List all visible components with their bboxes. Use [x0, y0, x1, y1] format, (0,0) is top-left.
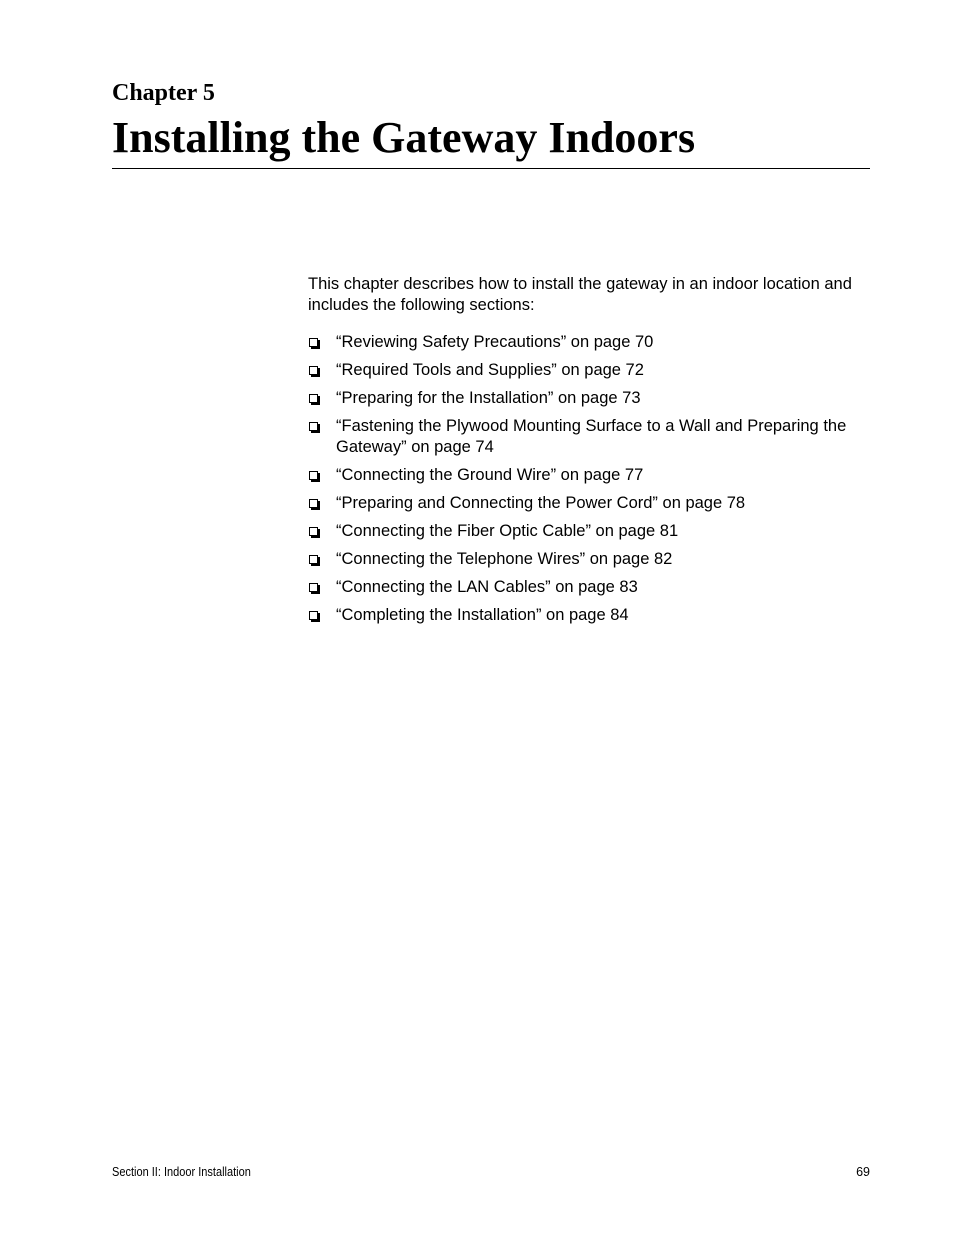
- list-item[interactable]: [308, 332, 870, 353]
- list-item[interactable]: [308, 388, 870, 409]
- list-item[interactable]: [308, 549, 870, 570]
- list-item[interactable]: [308, 416, 870, 458]
- checkbox-icon: [309, 338, 318, 347]
- checkbox-icon: [309, 366, 318, 375]
- list-item[interactable]: [308, 577, 870, 598]
- checkbox-icon: [309, 471, 318, 480]
- checkbox-icon: [309, 583, 318, 592]
- list-item[interactable]: [308, 493, 870, 514]
- checkbox-icon: [309, 499, 318, 508]
- list-item[interactable]: [308, 465, 870, 486]
- list-item-text[interactable]: “Reviewing Safety Precautions” on page 70: [336, 333, 654, 351]
- list-item-text[interactable]: “Preparing for the Installation” on page 73: [336, 389, 641, 407]
- list-item[interactable]: [308, 521, 870, 542]
- list-item-text[interactable]: “Connecting the LAN Cables” on page 83: [336, 578, 638, 596]
- page-title: Installing the Gateway Indoors: [112, 113, 696, 162]
- list-item-text[interactable]: “Connecting the Telephone Wires” on page 82: [336, 550, 673, 568]
- checkbox-icon: [309, 394, 318, 403]
- checkbox-icon: [309, 611, 318, 620]
- checkbox-icon: [309, 555, 318, 564]
- list-item[interactable]: [308, 605, 870, 626]
- checkbox-icon: [309, 527, 318, 536]
- checkbox-icon: [309, 422, 318, 431]
- list-item[interactable]: [308, 360, 870, 381]
- footer-section-name: Section II: Indoor Installation: [112, 1165, 251, 1179]
- list-item-text[interactable]: “Connecting the Fiber Optic Cable” on page 81: [336, 522, 679, 540]
- list-item-text[interactable]: “Connecting the Ground Wire” on page 77: [336, 466, 644, 484]
- title-divider: [112, 168, 870, 169]
- list-item-text[interactable]: “Preparing and Connecting the Power Cord” on page 78: [336, 494, 746, 512]
- intro-paragraph: This chapter describes how to install the gateway in an indoor location and includes the following sections:: [308, 275, 852, 314]
- list-item-text[interactable]: “Completing the Installation” on page 84: [336, 606, 629, 624]
- footer-page-number: 69: [856, 1165, 870, 1179]
- list-item-text[interactable]: “Required Tools and Supplies” on page 72: [336, 361, 644, 379]
- chapter-label: Chapter 5: [112, 80, 215, 106]
- list-item-text[interactable]: “Fastening the Plywood Mounting Surface to a Wall and Preparing the Gateway” on page 74: [336, 417, 847, 456]
- section-list: [308, 332, 870, 633]
